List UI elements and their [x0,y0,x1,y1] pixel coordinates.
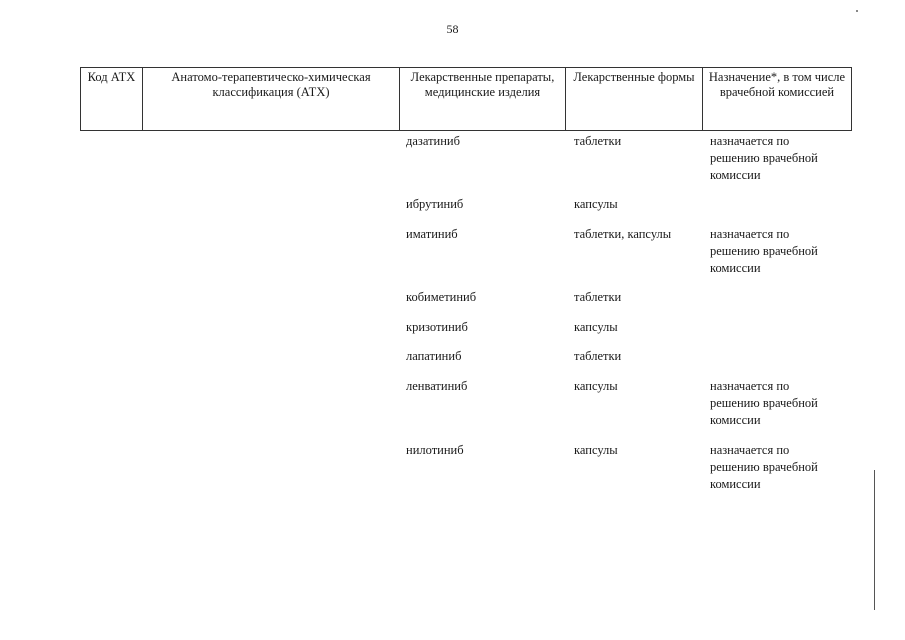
drug-form: таблетки [574,290,622,304]
header-classification: Анатомо-терапевтическо-химическая классификация (АТХ) [143,68,400,131]
purpose-note-line: комиссии [710,477,761,491]
scan-edge-line [874,470,875,610]
page-number: 58 [446,22,459,36]
drug-name: кобиметиниб [406,290,477,304]
drug-name: ибрутиниб [406,197,464,211]
drug-name: дазатиниб [406,134,460,148]
drug-form: таблетки, капсулы [574,227,672,241]
purpose-note-line: решению врачебной [710,460,818,474]
drug-form: таблетки [574,349,622,363]
purpose-note-line: назначается по [710,134,790,148]
drug-name: нилотиниб [406,443,464,457]
drug-form: капсулы [574,197,618,211]
purpose-note-line: назначается по [710,227,790,241]
purpose-note-line: комиссии [710,168,761,182]
header-purpose: Назначение*, в том числе врачебной комиссией [703,68,852,131]
drug-form: капсулы [574,320,618,334]
header-forms: Лекарственные формы [566,68,703,131]
purpose-note-line: решению врачебной [710,244,818,258]
drug-form: таблетки [574,134,622,148]
scan-mark [856,10,858,12]
drug-name: кризотиниб [406,320,468,334]
drug-form: капсулы [574,443,618,457]
purpose-note-line: решению врачебной [710,396,818,410]
drug-name: иматиниб [406,227,458,241]
header-drugs: Лекарственные препараты, медицинские изделия [400,68,566,131]
purpose-note-line: комиссии [710,261,761,275]
header-row [81,68,852,131]
purpose-note-line: назначается по [710,379,790,393]
header-code: Код АТХ [81,68,143,131]
purpose-note-line: комиссии [710,413,761,427]
table-header [80,67,852,131]
purpose-note-line: назначается по [710,443,790,457]
purpose-note-line: решению врачебной [710,151,818,165]
drug-name: лапатиниб [406,349,462,363]
drug-name: ленватиниб [406,379,468,393]
drug-form: капсулы [574,379,618,393]
